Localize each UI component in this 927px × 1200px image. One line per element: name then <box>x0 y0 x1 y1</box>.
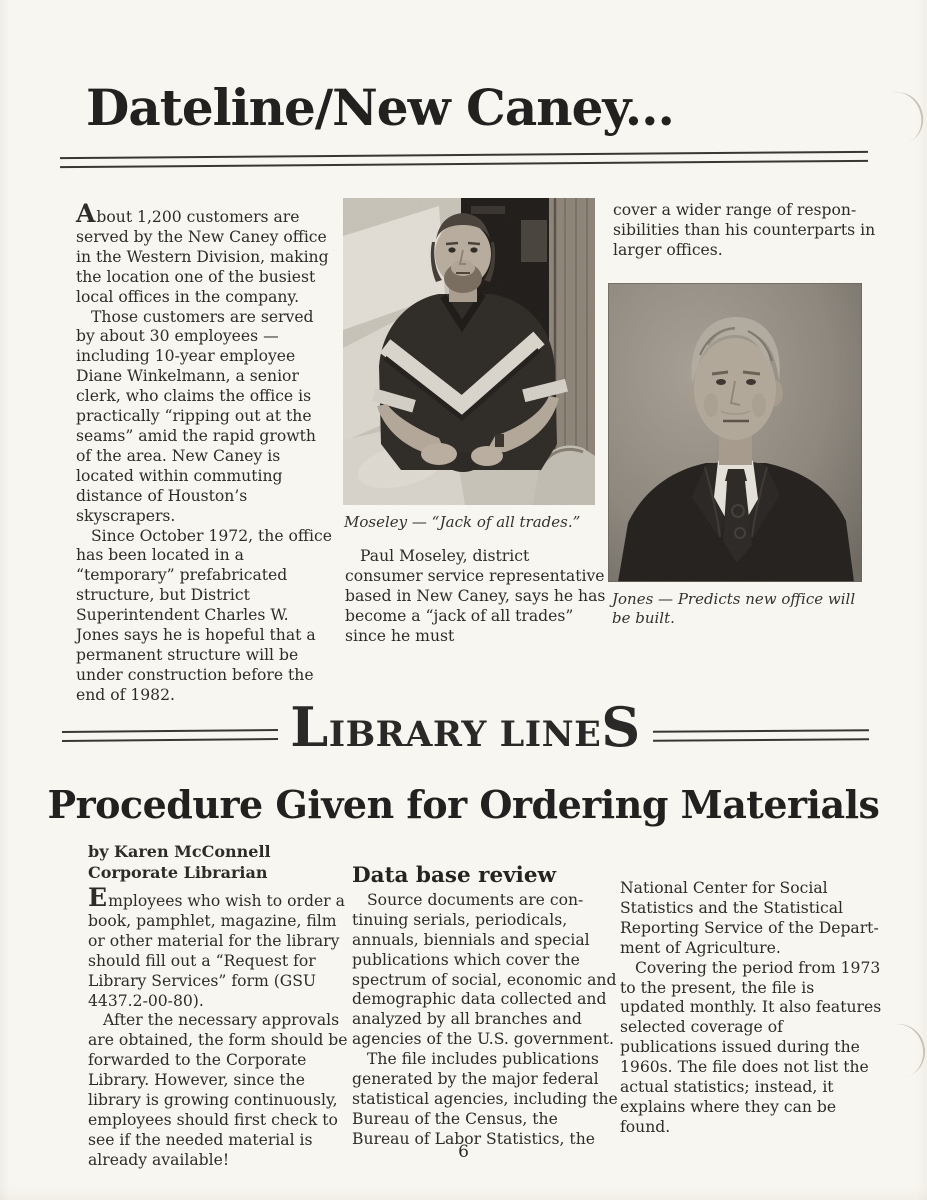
banner-last-letter: S <box>601 695 641 759</box>
banner-first-letter: L <box>290 695 329 759</box>
moseley-photo-image <box>343 198 595 505</box>
dateline-paragraph-5: cover a wider range of responsibilities than his counterparts in larger offices. <box>613 201 876 259</box>
library-column-2 <box>352 863 618 1150</box>
data-base-review-subhead: Data base review <box>352 863 557 888</box>
dateline-title: Dateline/New Caney... <box>86 78 674 137</box>
library-column-1 <box>88 841 348 1171</box>
library-paragraph-6: Covering the period from 1973 to the present, the file is updated monthly. It also features selected coverage of publications issued during the 1960s. The file does not list the actual statistics; instead, it explains where they can be found. <box>620 958 882 1136</box>
library-paragraph-4: The file includes publications generated by the major federal statistical agencies, including the Bureau of the Census, the Bureau of Labor Statistics, the <box>352 1050 618 1148</box>
page-curl-artifact-top <box>868 86 927 150</box>
library-lines-title <box>278 695 653 759</box>
library-article-headline: Procedure Given for Ordering Materials <box>47 782 880 827</box>
page-number: 6 <box>458 1142 469 1162</box>
dateline-paragraph-1: About 1,200 customers are served by the New Caney office in the Western Division, making the location one of the busiest local offices in the company. <box>76 199 329 306</box>
dateline-title-rule <box>60 151 868 168</box>
library-lines-banner <box>62 695 869 759</box>
dateline-column-1 <box>76 201 333 706</box>
banner-rule-right <box>653 729 869 742</box>
banner-rule-left <box>62 729 278 742</box>
library-paragraph-2: After the necessary approvals are obtained, the form should be forwarded to the Corporate Library. However, since the library is growing continuously, employees should first check to see if the needed material is already available! <box>88 1011 348 1169</box>
library-paragraph-5: National Center for Social Statistics and the Statistical Reporting Service of the Department of Agriculture. <box>620 879 879 957</box>
byline <box>88 841 348 883</box>
jones-photo <box>608 283 862 582</box>
library-column-3 <box>620 879 883 1138</box>
byline-name: by Karen McConnell <box>88 842 271 861</box>
byline-title: Corporate Librarian <box>88 863 268 882</box>
dateline-column-2 <box>345 547 611 647</box>
dateline-paragraph-3: Since October 1972, the office has been located in a “temporary” prefabricated structure, but District Superintendent Charles W. Jones says he is hopeful that a permanent structure will be under construction before the end of 1982. <box>76 526 332 704</box>
library-paragraph-1: Employees who wish to order a book, pamphlet, magazine, film or other material for the library should fill out a “Request for Library Services” form (GSU 4437.2-00-80). <box>88 883 345 1010</box>
dateline-paragraph-4: Paul Moseley, district consumer service representative based in New Caney, says he has become a “jack of all trades” since he must <box>345 547 606 645</box>
jones-photo-image <box>608 283 862 582</box>
dateline-column-3 <box>613 201 885 261</box>
moseley-photo <box>343 198 595 505</box>
moseley-photo-caption: Moseley — “Jack of all trades.” <box>344 513 581 531</box>
dateline-paragraph-2: Those customers are served by about 30 employees — including 10-year employee Diane Winkelmann, a senior clerk, who claims the office is practically “ripping out at the seams” amid the rapid growth of the area. New Caney is located within commuting distance of Houston’s skyscrapers. <box>76 307 316 525</box>
jones-photo-caption: Jones — Predicts new office will be built. <box>612 590 856 627</box>
library-paragraph-3: Source documents are continuing serials, periodicals, annuals, biennials and special publications which cover the spectrum of social, economic and demographic data collected and analyzed by all branches and agencies of the U.S. government. <box>352 890 617 1049</box>
banner-middle-letters: IBRARY LINE <box>328 714 602 755</box>
